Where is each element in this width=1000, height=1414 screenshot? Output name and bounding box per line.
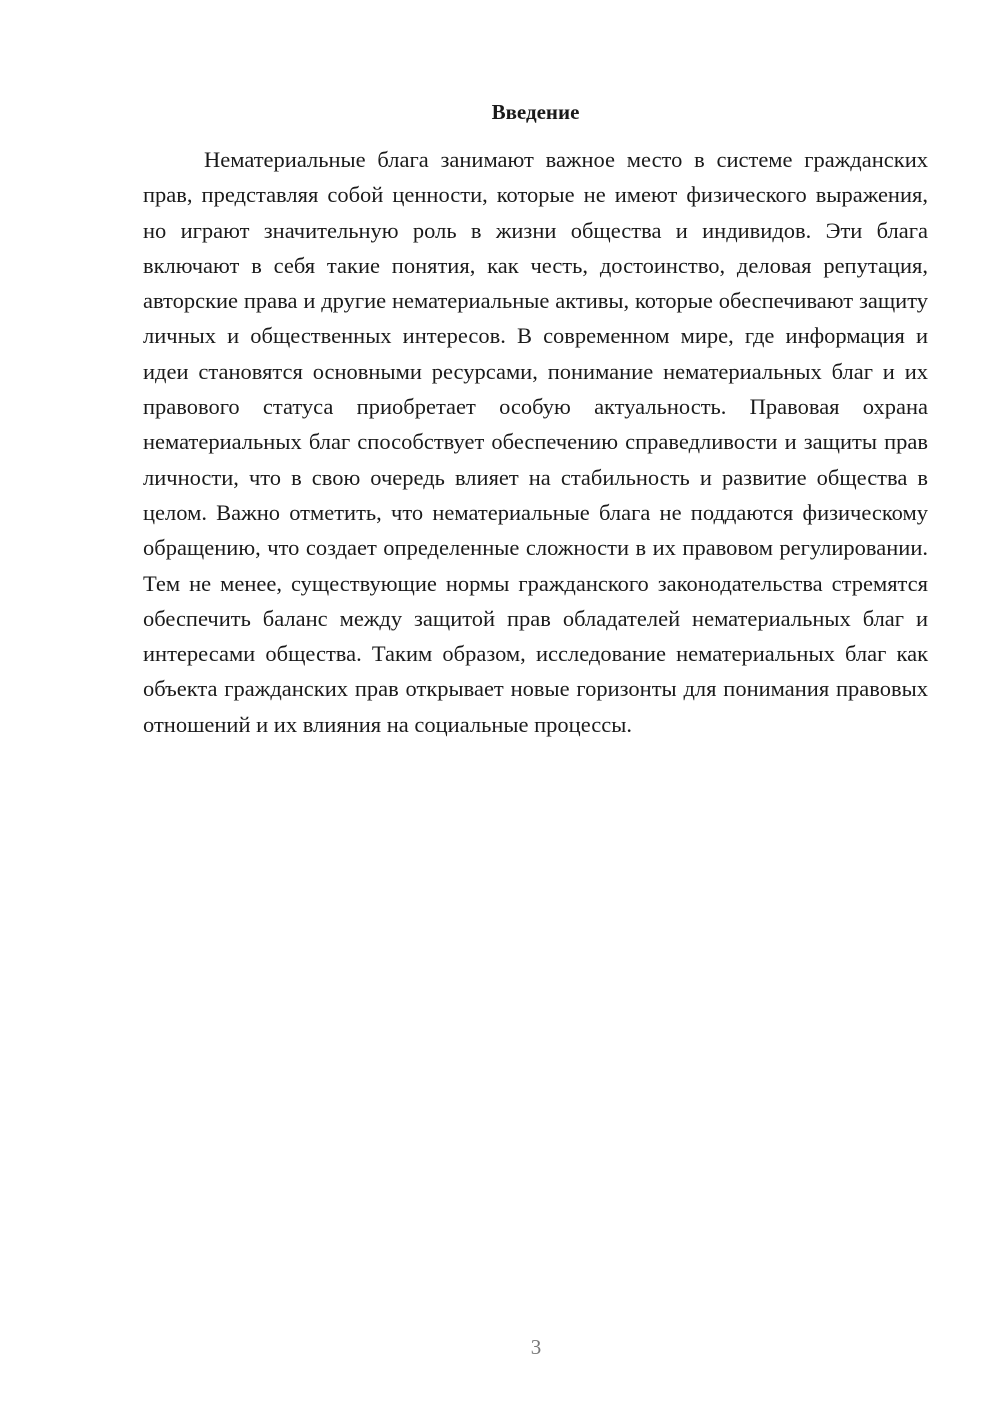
section-heading: Введение [491,100,580,124]
body-paragraph: Нематериальные блага занимают важное место в системе гражданских прав, представляя собой ценности, которые не имеют физического выражения, но играют значительную роль в жизни общества и индивидов. Эти блага включают в себя такие понятия, как честь, достоинство, деловая репутация, авторские права и другие нематериальные активы, которые обеспечивают защиту личных и общественных интересов. В современном мире, где информация и идеи становятся основными ресурсами, понимание нематериальных благ и их правового статуса приобретает особую актуальность. Правовая охрана нематериальных благ способствует обеспечению справедливости и защиты прав личности, что в свою очередь влияет на стабильность и развитие общества в целом. Важно отметить, что нематериальные блага не поддаются физическому обращению, что создает определенные сложности в их правовом регулировании. Тем не менее, существующие нормы гражданского законодательства стремятся обеспечить баланс между защитой прав обладателей нематериальных благ и интересами общества. Таким образом, исследование нематериальных благ как объекта гражданских прав открывает новые горизонты для понимания правовых отношений и их влияния на социальные процессы. [143,147,928,737]
page-number: 3 [530,1335,542,1359]
